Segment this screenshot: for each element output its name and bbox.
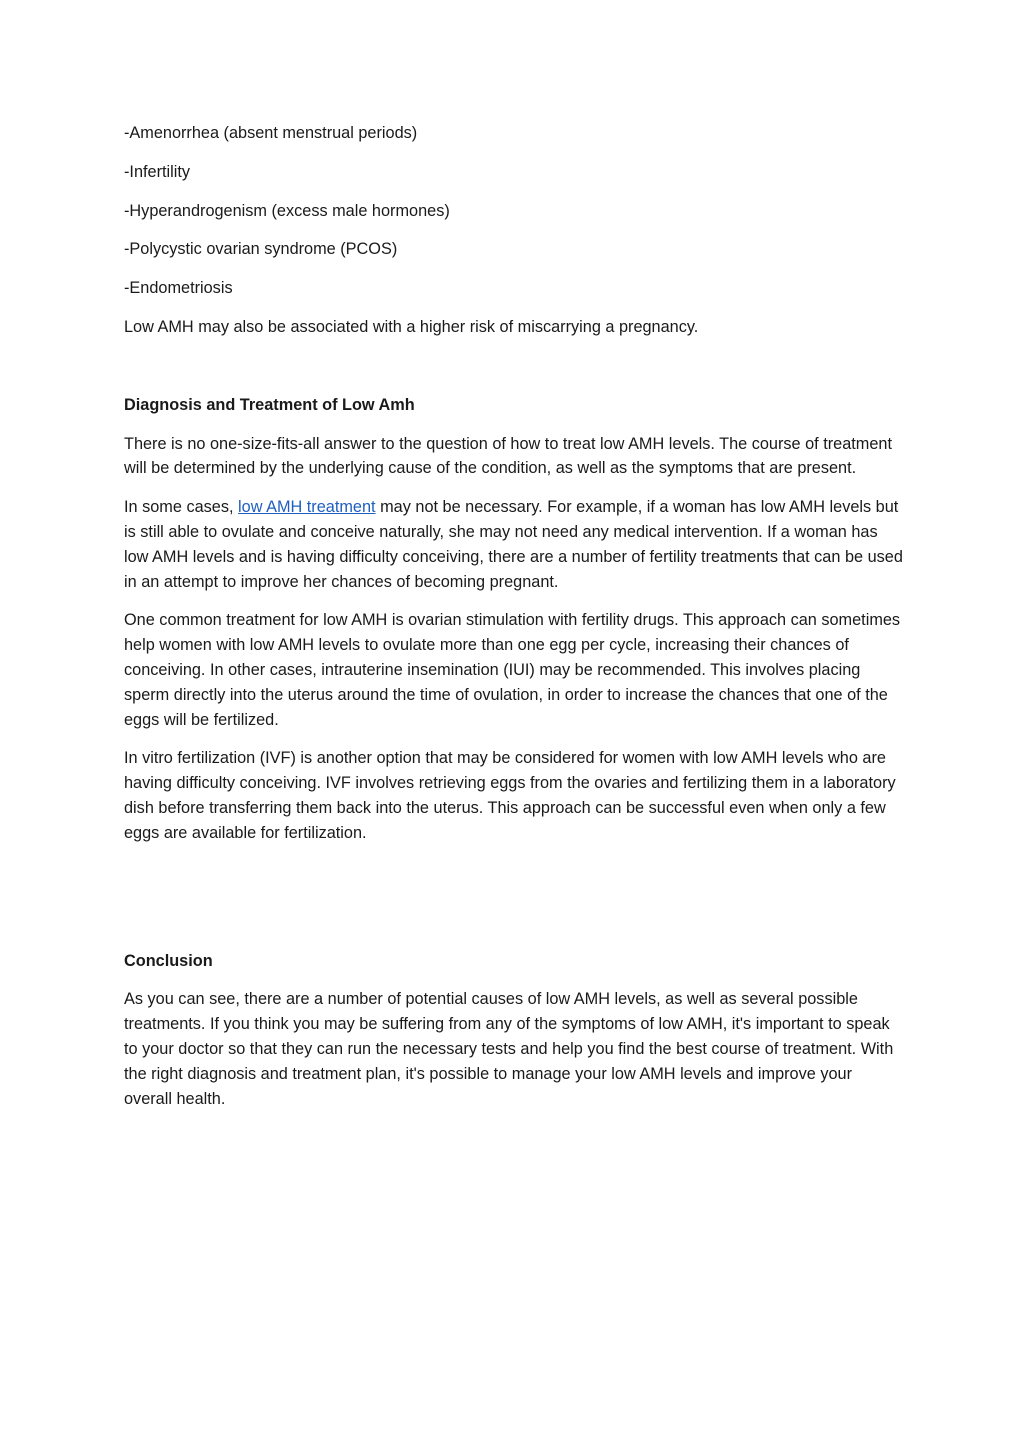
diagnosis-paragraph-4: In vitro fertilization (IVF) is another option that may be considered for women with low AMH levels who are having difficulty conceiving. IVF involves retrieving eggs from the ovaries and fertilizing them in a laboratory dish before transferring them back into the uterus. This approach can be successful even when only a few eggs are available for fertilization. — [124, 749, 896, 842]
list-item-endometriosis: -Endometriosis — [124, 279, 233, 298]
list-item-pcos: -Polycystic ovarian syndrome (PCOS) — [124, 240, 398, 259]
list-item-hyperandrogenism: -Hyperandrogenism (excess male hormones) — [124, 201, 450, 220]
list-item-infertility: -Infertility — [124, 162, 191, 181]
list-item-amenorrhea: -Amenorrhea (absent menstrual periods) — [124, 124, 418, 142]
conclusion-heading: Conclusion — [124, 951, 213, 970]
diagnosis-paragraph-3: One common treatment for low AMH is ovarian stimulation with fertility drugs. This approach can sometimes help women with low AMH levels to ovulate more than one egg per cycle, increasing their chances of conceiving. In other cases, intrauterine insemination (IUI) may be recommended. This involves placing sperm directly into the uterus around the time of ovulation, in order to increase the chances that one of the eggs will be fertilized. — [124, 611, 901, 729]
diagnosis-paragraph-2-start: In some cases, — [124, 498, 239, 517]
low-amh-treatment-link[interactable]: low AMH treatment — [238, 498, 376, 517]
diagnosis-paragraph-2 — [124, 495, 904, 594]
section-spacer — [124, 354, 904, 393]
document-body — [124, 121, 904, 1125]
diagnosis-paragraph-2-end: may not be necessary. For example, if a woman has low AMH levels but is still able to ovulate and conceive naturally, she may not need any medical intervention. If a woman has low AMH levels and is having difficulty conceiving, there are a number of fertility treatments that can be used in an attempt to improve her chances of becoming pregnant. — [124, 498, 903, 591]
diagnosis-paragraph-1: There is no one-size-fits-all answer to the question of how to treat low AMH levels. The course of treatment will be determined by the underlying cause of the condition, as well as the symptoms that are present. — [124, 434, 892, 478]
intro-closing-paragraph: Low AMH may also be associated with a higher risk of miscarrying a pregnancy. — [124, 317, 699, 336]
conclusion-paragraph: As you can see, there are a number of potential causes of low AMH levels, as well as several possible treatments. If you think you may be suffering from any of the symptoms of low AMH, it's important to speak to your doctor so that they can run the necessary tests and help you find the best course of treatment. With the right diagnosis and treatment plan, it's possible to manage your low AMH levels and improve your overall health. — [124, 990, 894, 1108]
diagnosis-heading: Diagnosis and Treatment of Low Amh — [124, 395, 415, 414]
section-spacer — [124, 860, 904, 949]
